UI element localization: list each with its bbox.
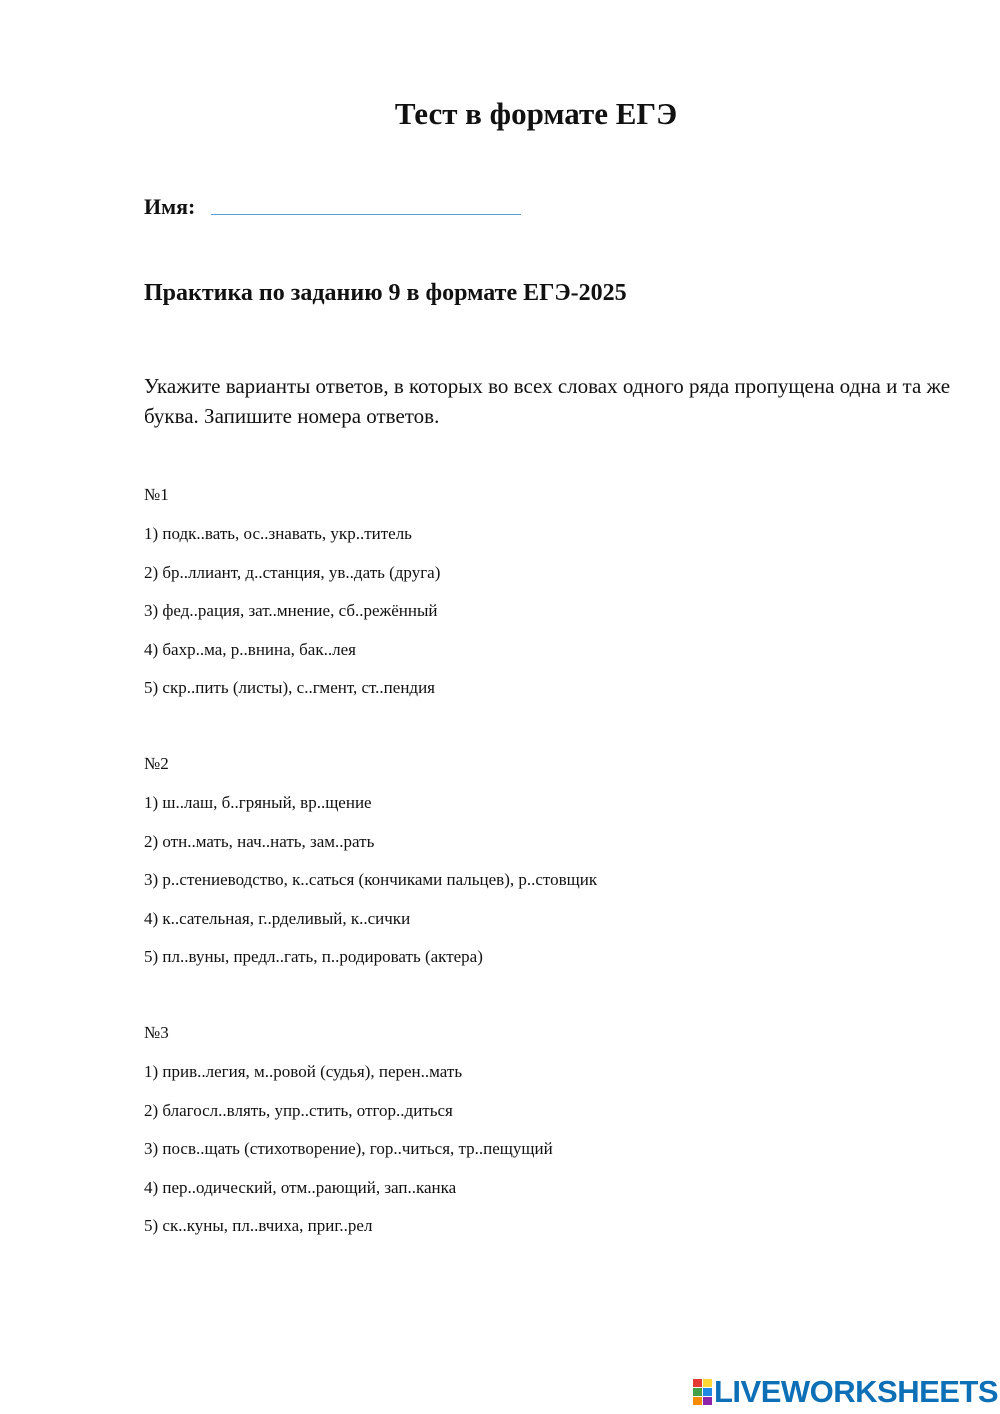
- task-number: №2: [144, 754, 169, 773]
- task-option: 5) ск..куны, пл..вчиха, приг..рел: [144, 1216, 373, 1235]
- task-option: 2) отн..мать, нач..нать, зам..рать: [144, 831, 375, 851]
- section-subtitle: Практика по заданию 9 в формате ЕГЭ-2025: [144, 280, 627, 306]
- task-option: 2) бр..ллиант, д..станция, ув..дать (друга): [144, 562, 441, 582]
- task-option: 5) пл..вуны, предл..гать, п..родировать (актера): [144, 947, 483, 966]
- task-number: №3: [144, 1023, 169, 1042]
- task-number: №1: [144, 485, 169, 504]
- logo-text: LIVEWORKSHEETS: [714, 1374, 999, 1409]
- task-2: [144, 753, 597, 985]
- task-option: 4) пер..одический, отм..рающий, зап..канка: [144, 1177, 457, 1197]
- task-option: 1) подк..вать, ос..знавать, укр..титель: [144, 524, 412, 543]
- name-input-line[interactable]: [211, 214, 521, 215]
- liveworksheets-logo: [693, 1374, 998, 1410]
- task-option: 1) ш..лаш, б..гряный, вр..щение: [144, 793, 372, 812]
- task-option: 3) фед..рация, зат..мнение, сб..режённый: [144, 601, 438, 620]
- name-label: Имя:: [144, 194, 196, 219]
- instructions: Укажите варианты ответов, в которых во всех словах одного ряда пропущена одна и та же буква. Запишите номера ответов.: [144, 374, 951, 428]
- page-title: Тест в формате ЕГЭ: [394, 96, 678, 131]
- task-1: [144, 484, 440, 716]
- task-3: [144, 1022, 553, 1254]
- task-option: 4) бахр..ма, р..внина, бак..лея: [144, 639, 356, 659]
- task-option: 1) прив..легия, м..ровой (судья), перен..мать: [144, 1062, 463, 1081]
- task-option: 3) посв..щать (стихотворение), гор..читься, тр..пещущий: [144, 1139, 553, 1158]
- task-option: 5) скр..пить (листы), с..гмент, ст..пендия: [144, 678, 435, 697]
- logo-blocks-icon: [693, 1379, 711, 1405]
- task-option: 3) р..стениеводство, к..саться (кончиками пальцев), р..стовщик: [144, 870, 598, 889]
- task-option: 4) к..сательная, г..рделивый, к..сички: [144, 908, 411, 928]
- task-option: 2) благосл..влять, упр..стить, отгор..диться: [144, 1100, 453, 1120]
